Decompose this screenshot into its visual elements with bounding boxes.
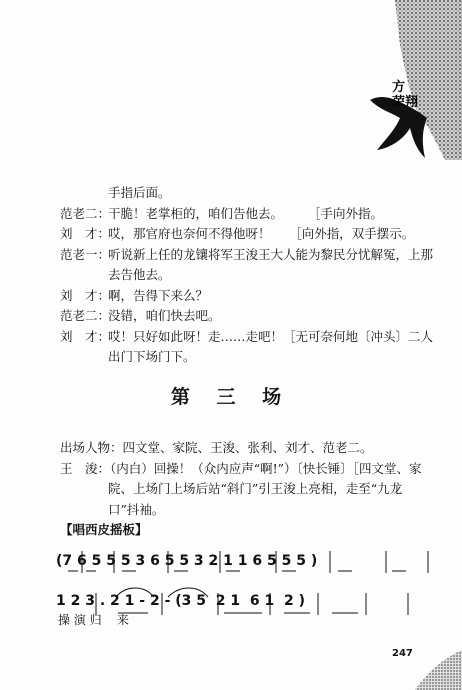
brand-mark [392,80,452,110]
score-line-2: 1 2 3 . 2 1 - 2 - (3 5 2 1 6 1 2 ) [56,593,305,609]
dialogue-line: 范老一：听说新上任的龙镶将军王浚王大人能为黎民分忧解冤，上那 [60,246,434,262]
dialogue-line: 范老二：干脆！老掌柜的，咱们告他去。 ［手向外指。 [60,205,384,221]
cast-line: 王 浚：（内白）回操！（众内应声“啊!”）〔快长锤〕［四文堂、家 [60,460,422,476]
dialogue-line: 出门下场门下。 [108,349,196,364]
cast-line: 院、上场门上场后站“斜门”引王浚上亮相，走至“九龙 [108,481,403,496]
brand-line-1: 方 [392,80,406,95]
cast-line: 出场人物：四文堂、家院、王浚、张利、刘才、范老二。 [60,440,373,455]
corner-texture [405,640,462,690]
brand-line-2: 荣翔 [392,95,419,110]
dialogue-line: 手指后面。 [108,185,171,200]
score-line-1: (7 6 5 5 5 3 6 5 5 3 2 1 1 6 5 5 5 ) [56,553,318,569]
cast-list [60,438,440,520]
dialogue-line: 刘 才：啊，告得下来么？ [60,287,209,303]
dialogue-line: 范老二：没错，咱们快去吧。 [60,308,221,323]
dialogue-line: 刘 才：哎！只好如此呀！走……走吧！［无可奈何地〔冲头〕二人 [60,328,434,344]
scene-dialogue [60,183,440,368]
scene-title: 第 三 场 [170,386,292,408]
page-number: 247 [392,648,413,659]
score-lyrics: 操 演 归 来 [58,613,129,627]
cast-line: 口”抖袖。 [108,501,165,517]
aria-tag: 【唱西皮摇板】 [60,522,148,537]
dialogue-line: 去告他去。 [108,267,171,282]
music-score [56,545,446,625]
dialogue-line: 刘 才：哎，那官府也奈何不得他呀！ ［向外指，双手摆示。 [60,226,415,241]
